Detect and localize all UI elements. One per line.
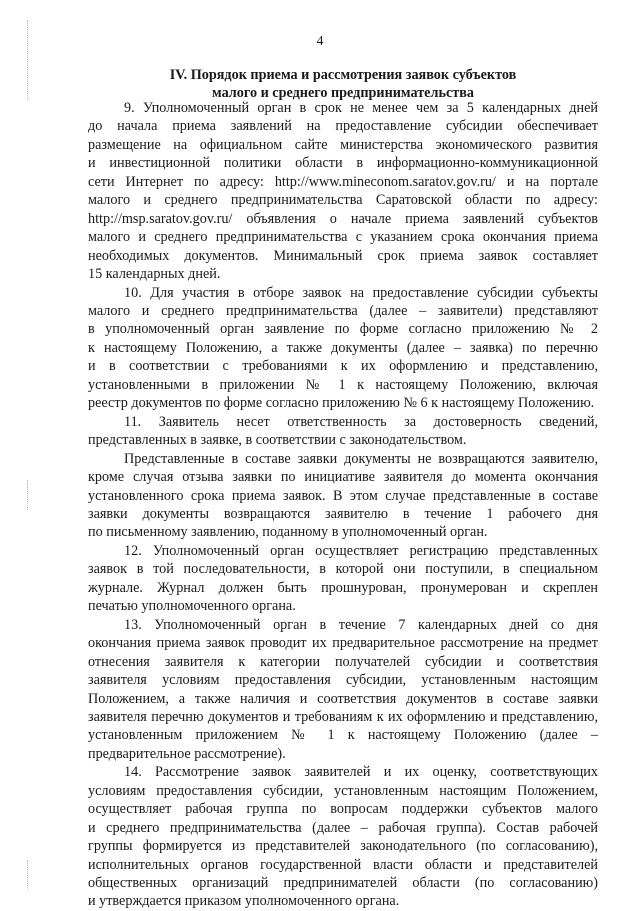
document-body (88, 99, 598, 911)
paragraph-line: установленного срока приема заявок. В этом случае представленные в составе (88, 487, 598, 504)
section-title (88, 66, 598, 102)
paragraph-line: сети Интернет по адресу: http://www.mineconom.saratov.gov.ru/ и на портале (88, 173, 598, 190)
paragraph-line: 15 календарных дней. (88, 266, 221, 283)
paragraph-line: по письменному заявлению, поданному в уполномоченный орган. (88, 524, 488, 541)
paragraph-line: 9. Уполномоченный орган в срок не менее чем за 5 календарных дней (124, 100, 598, 116)
margin-binding-mark-middle (27, 480, 29, 510)
paragraph (88, 616, 598, 764)
paragraph-line: представленных в заявке, в соответствии с законодательством. (88, 432, 467, 449)
paragraph-line: малого и среднего предпринимательства (далее – заявители) представляют (88, 302, 598, 319)
paragraph-line: 12. Уполномоченный орган осуществляет регистрацию представленных (124, 542, 598, 559)
paragraph-line: реестр документов по форме согласно приложению № 6 к настоящему Положению. (88, 395, 595, 412)
paragraph-line: заявок в той последовательности, в которой они поступили, в специальном (88, 561, 598, 578)
paragraph-line: 13. Уполномоченный орган в течение 7 календарных дней со дня (124, 616, 598, 633)
paragraph-line: малого и среднего предпринимательства Саратовской области по адресу: (88, 192, 598, 209)
paragraph-line: кроме случая отзыва заявки по инициативе заявителя до момента окончания (88, 469, 598, 486)
paragraph (88, 284, 598, 413)
paragraph-line: в уполномоченный орган заявление по форме согласно приложению № 2 (88, 321, 598, 338)
paragraph-line: до начала приема заявлений на предоставление субсидии обеспечивает (88, 118, 598, 135)
paragraph (88, 542, 598, 616)
paragraph-line: и в соответствии с требованиями к их оформлению и представлению, (88, 358, 598, 375)
paragraph-line: 10. Для участия в отборе заявок на предоставление субсидии субъекты (124, 284, 598, 301)
paragraph (88, 450, 598, 542)
paragraph (88, 413, 598, 450)
page-number: 4 (316, 34, 324, 49)
paragraph-line: печатью уполномоченного органа. (88, 598, 296, 615)
paragraph-line: условиям предоставления субсидии, установленным настоящим Положением, (88, 782, 598, 799)
paragraph-line: необходимых документов. Минимальный срок приема заявок составляет (88, 247, 598, 264)
paragraph-line: 14. Рассмотрение заявок заявителей и их оценку, соответствующих (124, 764, 598, 781)
paragraph-line: 11. Заявитель несет ответственность за достоверность сведений, (124, 413, 598, 430)
paragraph-line: и утверждается приказом уполномоченного органа. (88, 893, 400, 910)
paragraph-line: малого и среднего предпринимательства с указанием срока окончания приема (88, 229, 598, 246)
paragraph-line: окончания приема заявок проводит их предварительное рассмотрение на предмет (88, 635, 598, 652)
paragraph-line: установленными в приложении № 1 к настоящему Положению, включая (88, 376, 598, 393)
paragraph-line: осуществляет рабочая группа по вопросам поддержки субъектов малого (88, 801, 598, 818)
paragraph-line: журнале. Журнал должен быть прошнурован, пронумерован и скреплен (88, 579, 598, 596)
section-title-line-2: малого и среднего предпринимательства (212, 85, 474, 101)
paragraph-line: и инвестиционной политики области в информационно-коммуникационной (88, 155, 598, 172)
margin-binding-mark-top (27, 20, 29, 100)
paragraph-line: Представленные в составе заявки документы не возвращаются заявителю, (124, 450, 598, 467)
paragraph-line: http://msp.saratov.gov.ru/ объявления о начале приема заявлений субъектов (88, 210, 598, 227)
paragraph-line: установленным приложением № 1 к настоящему Положению (далее – (88, 727, 598, 744)
paragraph-line: Положением, а также наличия и соответствия документов в составе заявки (88, 690, 598, 707)
section-title-line-1: IV. Порядок приема и рассмотрения заявок субъектов (169, 67, 517, 83)
paragraph-line: общественных организаций предпринимателей области (по согласованию) (88, 875, 598, 892)
paragraph-line: размещение на официальном сайте министерства экономического развития (88, 136, 598, 153)
paragraph-line: заявителя перечню документов и требованиям к их оформлению и представлению, (88, 708, 598, 725)
paragraph-line: и среднего предпринимательства (далее – рабочая группа). Состав рабочей (88, 819, 598, 836)
paragraph-line: отнесения заявителя к категории получателей субсидии и соответствия (88, 653, 598, 670)
paragraph-line: заявки документы возвращаются заявителю в течение 1 рабочего дня (88, 505, 598, 522)
paragraph-line: группы формируется из представителей законодательного (по согласованию), (88, 838, 598, 855)
paragraph (88, 99, 598, 284)
paragraph-line: заявителя условиям предоставления субсидии, установленным настоящим (88, 672, 598, 689)
margin-binding-mark-bottom (27, 860, 29, 890)
paragraph-line: исполнительных органов государственной власти области и представителей (88, 856, 598, 873)
paragraph (88, 763, 598, 911)
paragraph-line: к настоящему Положению, а также документы (далее – заявка) по перечню (88, 339, 598, 356)
paragraph-line: предварительное рассмотрение). (88, 745, 286, 762)
